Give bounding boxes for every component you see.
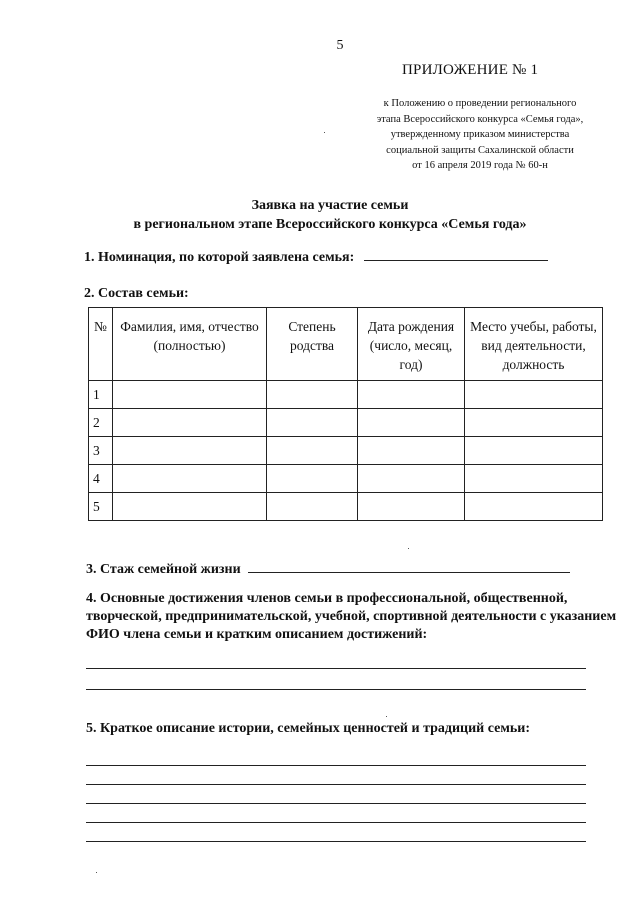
- history-line[interactable]: [86, 841, 586, 842]
- birth-date-cell[interactable]: [358, 437, 465, 465]
- scan-speck: [324, 132, 325, 133]
- header-full-name: Фамилия, имя, отчество (полностью): [113, 308, 267, 381]
- history-line[interactable]: [86, 784, 586, 785]
- occupation-cell[interactable]: [465, 493, 603, 521]
- scan-speck: [408, 548, 409, 549]
- achievements-line[interactable]: [86, 689, 586, 690]
- row-number: 3: [89, 437, 113, 465]
- annex-reference-line: к Положению о проведении регионального: [383, 98, 577, 109]
- history-line[interactable]: [86, 803, 586, 804]
- table-row: [89, 465, 603, 493]
- marriage-length-label: 3. Стаж семейной жизни: [86, 562, 241, 577]
- annex-reference-line: утвержденному приказом министерства: [390, 129, 570, 141]
- history-label: 5. Краткое описание истории, семейных ценностей и традиций семьи:: [86, 721, 531, 736]
- history-line[interactable]: [86, 822, 586, 823]
- row-number: 5: [89, 493, 113, 521]
- marriage-length-field[interactable]: [248, 571, 570, 573]
- nomination-label: 1. Номинация, по которой заявлена семья:: [84, 250, 355, 265]
- scan-speck: [96, 872, 97, 873]
- occupation-cell[interactable]: [465, 381, 603, 409]
- birth-date-cell[interactable]: [358, 493, 465, 521]
- occupation-cell[interactable]: [465, 409, 603, 437]
- annex-reference-line: от 16 апреля 2019 года № 60-н: [412, 160, 548, 172]
- header-number: №: [89, 308, 113, 381]
- header-birth-date: Дата рождения (число, месяц, год): [358, 308, 465, 381]
- birth-date-cell[interactable]: [358, 381, 465, 409]
- row-number: 2: [89, 409, 113, 437]
- header-relation: Степень родства: [267, 308, 358, 381]
- composition-label: 2. Состав семьи:: [84, 286, 189, 301]
- relation-cell[interactable]: [267, 409, 358, 437]
- table-row: [89, 381, 603, 409]
- relation-cell[interactable]: [267, 381, 358, 409]
- annex-reference: [330, 96, 630, 174]
- row-number: 1: [89, 381, 113, 409]
- annex-title: ПРИЛОЖЕНИЕ № 1: [402, 62, 539, 78]
- family-composition-table: [88, 307, 603, 521]
- marriage-length-section: [86, 562, 570, 578]
- achievements-label: 4. Основные достижения членов семьи в профессиональной, общественной, творческой, предпринимательской, учебной, спортивной деятельности с указанием ФИО члена семьи и кратким описанием достижений:: [86, 591, 617, 642]
- full-name-cell[interactable]: [113, 409, 267, 437]
- scan-speck: [386, 716, 387, 717]
- application-title-line: в региональном этапе Всероссийского конкурса «Семья года»: [133, 217, 527, 232]
- occupation-cell[interactable]: [465, 437, 603, 465]
- relation-cell[interactable]: [267, 493, 358, 521]
- header-occupation: Место учебы, работы, вид деятельности, должность: [465, 308, 603, 381]
- birth-date-cell[interactable]: [358, 409, 465, 437]
- full-name-cell[interactable]: [113, 437, 267, 465]
- table-row: [89, 437, 603, 465]
- application-title: [60, 196, 600, 234]
- row-number: 4: [89, 465, 113, 493]
- relation-cell[interactable]: [267, 465, 358, 493]
- table-row: [89, 409, 603, 437]
- full-name-cell[interactable]: [113, 465, 267, 493]
- annex-reference-line: социальной защиты Сахалинской области: [386, 144, 574, 156]
- birth-date-cell[interactable]: [358, 465, 465, 493]
- nomination-field[interactable]: [364, 259, 548, 261]
- history-line[interactable]: [86, 765, 586, 766]
- achievements-line[interactable]: [86, 668, 586, 669]
- full-name-cell[interactable]: [113, 493, 267, 521]
- relation-cell[interactable]: [267, 437, 358, 465]
- table-header-row: [89, 308, 603, 381]
- full-name-cell[interactable]: [113, 381, 267, 409]
- application-title-line: Заявка на участие семьи: [251, 198, 409, 213]
- page-number: 5: [336, 38, 344, 53]
- table-row: [89, 493, 603, 521]
- nomination-section: [84, 250, 548, 266]
- occupation-cell[interactable]: [465, 465, 603, 493]
- annex-reference-line: этапа Всероссийского конкурса «Семья года»,: [376, 113, 584, 125]
